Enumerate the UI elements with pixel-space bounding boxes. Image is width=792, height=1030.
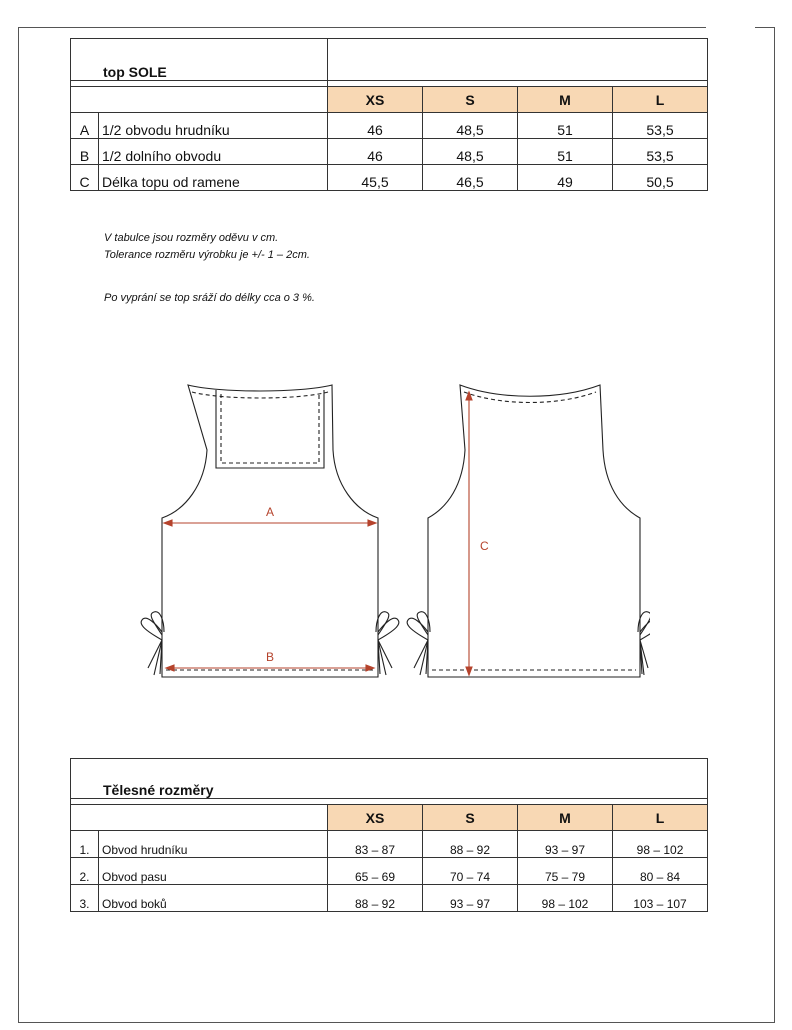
cell-value: 70 – 74 [423, 858, 518, 885]
row-label: 1/2 dolního obvodu [99, 139, 328, 165]
row-id: B [71, 139, 99, 165]
top-size-xs: XS [328, 87, 423, 113]
top-table-title-blank [328, 39, 708, 81]
body-size-l: L [613, 805, 708, 831]
cell-value: 80 – 84 [613, 858, 708, 885]
cell-value: 45,5 [328, 165, 423, 191]
row-label: Obvod pasu [99, 858, 328, 885]
cell-value: 53,5 [613, 139, 708, 165]
body-size-xs: XS [328, 805, 423, 831]
row-label: Obvod boků [99, 885, 328, 912]
row-label: 1/2 obvodu hrudníku [99, 113, 328, 139]
row-id: C [71, 165, 99, 191]
page-frame-top [18, 27, 706, 28]
top-size-table [70, 38, 708, 191]
table-row [71, 885, 708, 912]
cell-value: 53,5 [613, 113, 708, 139]
cell-value: 93 – 97 [518, 831, 613, 858]
table-row [71, 113, 708, 139]
note-tolerance: Tolerance rozměru výrobku je +/- 1 – 2cm. [104, 249, 310, 261]
cell-value: 50,5 [613, 165, 708, 191]
cell-value: 46 [328, 139, 423, 165]
cell-value: 48,5 [423, 139, 518, 165]
row-id: 2. [71, 858, 99, 885]
body-size-s: S [423, 805, 518, 831]
cell-value: 75 – 79 [518, 858, 613, 885]
cell-value: 103 – 107 [613, 885, 708, 912]
body-table-title: Tělesné rozměry [71, 759, 708, 799]
top-table-header-blank [71, 87, 328, 113]
garment-drawing [130, 370, 650, 690]
cell-value: 46 [328, 113, 423, 139]
table-row [71, 858, 708, 885]
page-frame-left [18, 27, 19, 1023]
cell-value: 51 [518, 113, 613, 139]
cell-value: 98 – 102 [518, 885, 613, 912]
row-id: 3. [71, 885, 99, 912]
cell-value: 93 – 97 [423, 885, 518, 912]
body-size-table [70, 758, 708, 912]
note-shrinkage: Po vyprání se top sráží do délky cca o 3 %. [104, 292, 315, 304]
row-id: A [71, 113, 99, 139]
table-row [71, 165, 708, 191]
cell-value: 88 – 92 [423, 831, 518, 858]
top-size-s: S [423, 87, 518, 113]
top-table-title: top SOLE [71, 39, 328, 81]
body-table-header-blank [71, 805, 328, 831]
body-size-m: M [518, 805, 613, 831]
cell-value: 48,5 [423, 113, 518, 139]
page-frame-top-right [755, 27, 775, 28]
back-view [407, 385, 650, 677]
measure-label-b: B [265, 650, 275, 664]
front-view [141, 385, 399, 677]
cell-value: 49 [518, 165, 613, 191]
row-label: Obvod hrudníku [99, 831, 328, 858]
table-row [71, 831, 708, 858]
cell-value: 65 – 69 [328, 858, 423, 885]
cell-value: 88 – 92 [328, 885, 423, 912]
cell-value: 46,5 [423, 165, 518, 191]
cell-value: 51 [518, 139, 613, 165]
page-frame-right [774, 27, 775, 1023]
cell-value: 83 – 87 [328, 831, 423, 858]
measure-label-a: A [265, 505, 275, 519]
table-row [71, 139, 708, 165]
measure-label-c: C [480, 539, 489, 553]
cell-value: 98 – 102 [613, 831, 708, 858]
top-size-l: L [613, 87, 708, 113]
page-frame-bottom [18, 1022, 775, 1023]
note-units: V tabulce jsou rozměry oděvu v cm. [104, 232, 279, 244]
row-id: 1. [71, 831, 99, 858]
row-label: Délka topu od ramene [99, 165, 328, 191]
top-size-m: M [518, 87, 613, 113]
